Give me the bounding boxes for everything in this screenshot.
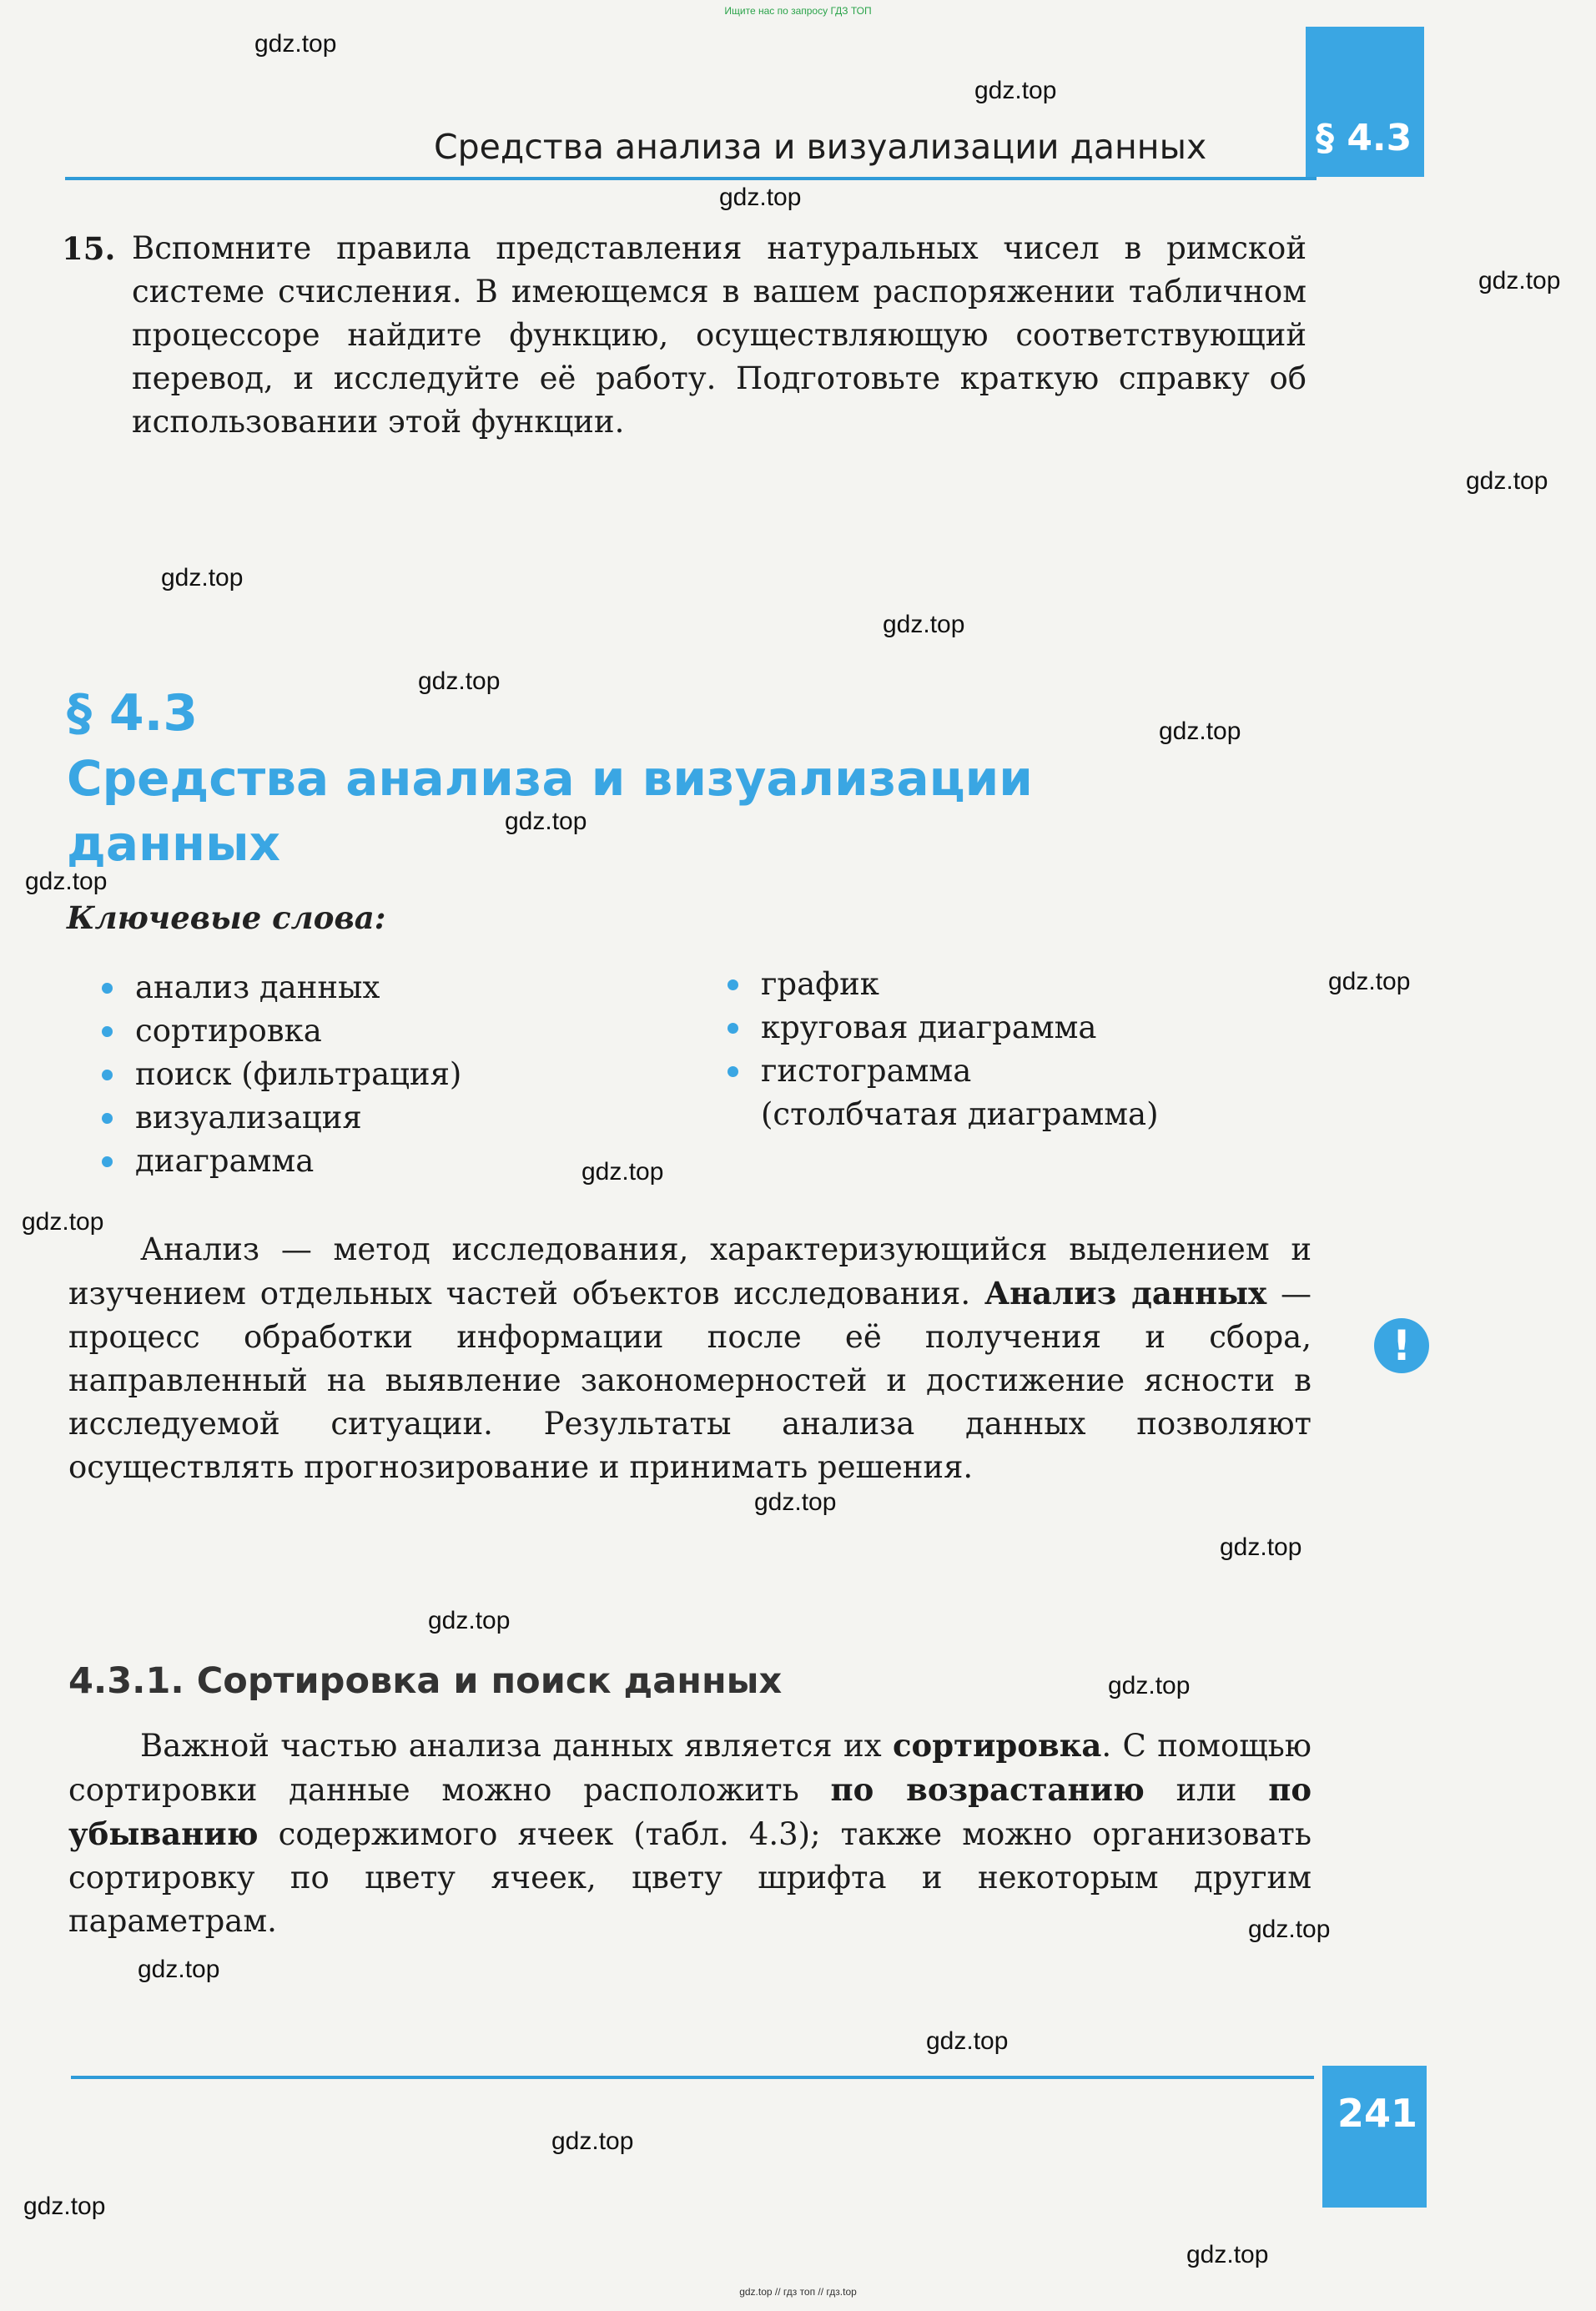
top-note: Ищите нас по запросу ГДЗ ТОП <box>724 5 872 17</box>
keyword-text: визуализация <box>135 1100 362 1135</box>
analysis-data-term: Анализ данных <box>984 1275 1267 1312</box>
bottom-note: gdz.top // гдз топ // гдз.top <box>739 2286 857 2298</box>
watermark: gdz.top <box>719 184 802 211</box>
keyword-text: сортировка <box>135 1013 322 1049</box>
keyword-text: поиск (фильтрация) <box>135 1056 462 1092</box>
watermark: gdz.top <box>1478 267 1561 295</box>
watermark: gdz.top <box>1328 968 1411 995</box>
watermark: gdz.top <box>418 667 501 695</box>
bullet-icon <box>728 979 738 990</box>
watermark: gdz.top <box>428 1607 511 1634</box>
keyword-item <box>100 1096 461 1140</box>
watermark: gdz.top <box>161 564 244 592</box>
bullet-icon <box>102 1070 113 1080</box>
exercise-text: Вспомните правила представления натуральных чисел в римской системе счисления. В имеющемся в вашем распоряжении табличном процессоре найдите функцию, осуществляющую соответствующий перевод, и исследуйте её работу. Подготовьте краткую справку об использовании этой функции. <box>132 230 1307 440</box>
keyword-text: график <box>761 966 879 1002</box>
keyword-text: анализ данных <box>135 969 380 1005</box>
watermark: gdz.top <box>754 1488 837 1516</box>
watermark: gdz.top <box>926 2027 1009 2055</box>
watermark: gdz.top <box>25 868 108 895</box>
ascending-term: по возрастанию <box>830 1771 1145 1808</box>
keyword-item <box>100 966 461 1009</box>
bullet-icon <box>102 1026 113 1037</box>
keywords-label: Ключевые слова: <box>67 899 386 936</box>
watermark: gdz.top <box>1248 1916 1331 1943</box>
keywords-list-right <box>726 963 1159 1136</box>
watermark: gdz.top <box>1466 467 1548 495</box>
header-rule <box>65 177 1317 180</box>
section-title: Средства анализа и визуализации данных <box>67 750 1033 872</box>
watermark: gdz.top <box>1186 2241 1269 2268</box>
watermark: gdz.top <box>883 611 965 638</box>
keyword-text: круговая диаграмма <box>761 1009 1097 1045</box>
sorting-text: или <box>1144 1772 1269 1808</box>
keyword-item <box>726 963 1159 1006</box>
sorting-text: . С помощью сортировки данные можно расположить <box>68 1728 1312 1808</box>
keyword-text: (столбчатая диаграмма) <box>761 1096 1159 1132</box>
watermark: gdz.top <box>254 30 337 58</box>
running-header-title: Средства анализа и визуализации данных <box>434 127 1207 167</box>
watermark: gdz.top <box>582 1158 664 1186</box>
page-number: 241 <box>1337 2091 1418 2136</box>
bullet-icon <box>102 983 113 994</box>
section-number: § 4.3 <box>67 684 199 743</box>
bullet-icon <box>728 1023 738 1034</box>
subsection-title: 4.3.1. Сортировка и поиск данных <box>68 1660 783 1702</box>
watermark: gdz.top <box>505 808 587 835</box>
keyword-text: диаграмма <box>135 1143 315 1179</box>
sorting-paragraph <box>68 1724 1312 1943</box>
watermark: gdz.top <box>22 1208 104 1236</box>
watermark: gdz.top <box>1159 717 1241 745</box>
sorting-term: сортировка <box>892 1727 1102 1764</box>
section-tab <box>1306 27 1424 177</box>
keyword-item <box>100 1009 461 1053</box>
descending-term: по убыванию <box>68 1771 1312 1852</box>
bullet-icon <box>102 1156 113 1167</box>
bullet-icon <box>728 1066 738 1077</box>
footer-rule <box>71 2076 1314 2079</box>
watermark: gdz.top <box>1220 1533 1302 1561</box>
sorting-text: содержимого ячеек (табл. 4.3); также можно организовать сортировку по цвету ячеек, цвету шрифта и некоторым другим параметрам. <box>68 1816 1312 1939</box>
watermark: gdz.top <box>974 77 1057 104</box>
keyword-text: гистограмма <box>761 1053 972 1089</box>
watermark: gdz.top <box>138 1956 220 1983</box>
section-tab-label: § 4.3 <box>1316 117 1412 159</box>
keyword-item-continued <box>726 1093 1159 1136</box>
analysis-data-definition: — процесс обработки информации после её получения и сбора, направленный на выявление закономерностей и достижение ясности в исследуемой ситуации. Результаты анализа данных позволяют осуществлять прогнозирование и принимать решения. <box>68 1276 1312 1485</box>
keyword-item <box>726 1006 1159 1050</box>
analysis-paragraph <box>68 1228 1312 1489</box>
watermark: gdz.top <box>551 2127 634 2155</box>
keyword-item <box>100 1053 461 1096</box>
keywords-list-left <box>100 966 461 1183</box>
exercise-number: 15. <box>62 230 116 267</box>
analysis-definition: Анализ — метод исследования, характеризующийся выделением и изучением отдельных частей объектов исследования. <box>68 1231 1312 1312</box>
keyword-item <box>726 1050 1159 1093</box>
keyword-item <box>100 1140 461 1183</box>
sorting-text: Важной частью анализа данных является их <box>140 1728 893 1764</box>
page-number-tab <box>1322 2066 1427 2208</box>
bullet-icon <box>102 1113 113 1124</box>
watermark: gdz.top <box>23 2193 106 2220</box>
watermark: gdz.top <box>1108 1672 1191 1699</box>
exclamation-icon: ! <box>1374 1318 1429 1373</box>
